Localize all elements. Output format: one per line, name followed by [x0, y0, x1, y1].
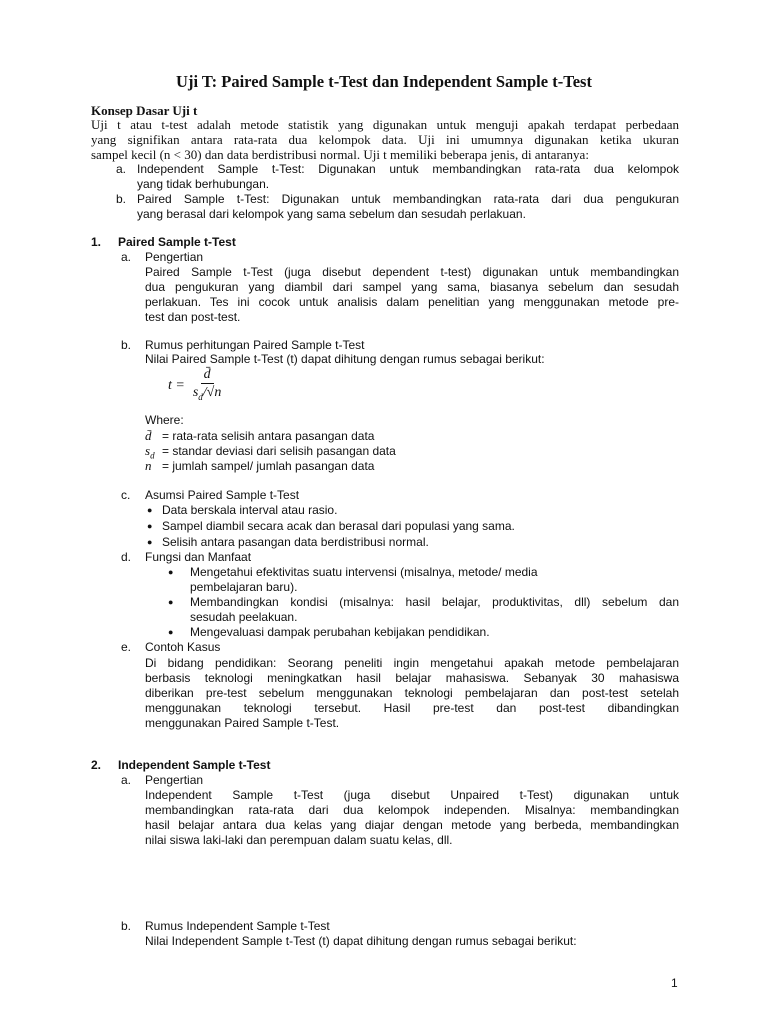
type-a-line-2: yang tidak berhubungan.: [137, 177, 270, 191]
s2a-line-2: membandingkan rata-rata dari dua kelompok independen. Misalnya: membandingkan: [145, 803, 679, 817]
formula-lhs: t =: [168, 377, 185, 393]
where-def-1: = rata-rata selisih antara pasangan data: [162, 429, 375, 443]
s1a-line-1: Paired Sample t-Test (juga disebut dependent t-test) digunakan untuk membandingkan: [145, 265, 679, 279]
konsep-line-1: Uji t atau t-test adalah metode statistik yang digunakan untuk menguji apakah terdapat perbedaan: [91, 117, 679, 132]
konsep-line-2: yang signifikan antara rata-rata dua kelompok data. Uji ini umumnya digunakan ketika ukuran: [91, 132, 679, 147]
formula-den-rest: /√n: [202, 385, 222, 400]
formula-denominator: [190, 384, 225, 405]
s1a-line-2: dua pengukuran yang diambil dari sampel yang sama, biasanya sebelum dan sesudah: [145, 280, 679, 294]
s1e-line-2: berbasis teknologi meningkatkan hasil belajar mahasiswa. Sebanyak 30 mahasiswa: [145, 671, 679, 685]
s1c-bullet-2: ●: [147, 521, 153, 531]
konsep-line-3: sampel kecil (n < 30) dan data berdistribusi normal. Uji t memiliki beberapa jenis, di antaranya:: [91, 147, 589, 162]
s1c-item-1: Data berskala interval atau rasio.: [162, 503, 338, 517]
s1e-line-1: Di bidang pendidikan: Seorang peneliti ingin mengetahui apakah metode pembelajaran: [145, 656, 679, 670]
where-sd-s: s: [145, 443, 151, 458]
s1b-marker: b.: [121, 338, 132, 352]
s1c-item-3: Selisih antara pasangan data berdistribusi normal.: [162, 535, 429, 549]
s1d-item-2-line-2: sesudah peelakuan.: [190, 610, 298, 624]
type-b-line-2: yang berasal dari kelompok yang sama sebelum dan sesudah perlakuan.: [137, 207, 526, 221]
where-symbol-n: n: [145, 458, 152, 473]
page-number: 1: [671, 976, 678, 990]
s1c-bullet-3: ●: [147, 537, 153, 547]
where-def-2: = standar deviasi dari selisih pasangan data: [162, 444, 396, 458]
where-label: Where:: [145, 413, 184, 427]
s2b-label: Rumus Independent Sample t-Test: [145, 919, 330, 933]
page-title: Uji T: Paired Sample t-Test dan Independent Sample t-Test: [176, 72, 592, 91]
s1b-intro: Nilai Paired Sample t-Test (t) dapat dihitung dengan rumus sebagai berikut:: [145, 352, 545, 366]
s1d-item-3-line-1: Mengevaluasi dampak perubahan kebijakan pendidikan.: [190, 625, 490, 639]
formula-numerator: d̄: [201, 367, 214, 384]
s1b-label: Rumus perhitungan Paired Sample t-Test: [145, 338, 365, 352]
s1c-label: Asumsi Paired Sample t-Test: [145, 488, 300, 502]
section-2-heading: Independent Sample t-Test: [118, 758, 271, 772]
s2a-marker: a.: [121, 773, 132, 787]
s1a-label: Pengertian: [145, 250, 204, 264]
s1d-item-1-line-1: Mengetahui efektivitas suatu intervensi (misalnya, metode/ media: [190, 565, 538, 579]
type-a-marker: a.: [116, 162, 127, 176]
s1e-line-5: menggunakan Paired Sample t-Test.: [145, 716, 340, 730]
where-symbol-dbar: d̄: [145, 428, 152, 443]
formula-den-s: s: [192, 385, 199, 400]
paired-t-formula: [168, 367, 224, 405]
s1e-marker: e.: [121, 640, 132, 654]
s2b-marker: b.: [121, 919, 132, 933]
s2a-label: Pengertian: [145, 773, 204, 787]
s2a-line-4: nilai siswa laki-laki dan perempuan dalam suatu kelas, dll.: [145, 833, 453, 847]
s1d-bullet-2: ●: [168, 597, 174, 607]
section-2-number: 2.: [91, 758, 102, 772]
where-sd-sub: d: [150, 450, 155, 461]
s2b-intro: Nilai Independent Sample t-Test (t) dapat dihitung dengan rumus sebagai berikut:: [145, 934, 577, 948]
section-1-heading: Paired Sample t-Test: [118, 235, 236, 249]
section-1-number: 1.: [91, 235, 102, 249]
s1a-line-4: test dan post-test.: [145, 310, 241, 324]
s1c-bullet-1: ●: [147, 505, 153, 515]
s1d-item-1-line-2: pembelajaran baru).: [190, 580, 298, 594]
where-def-3: = jumlah sampel/ jumlah pasangan data: [162, 459, 375, 473]
s1d-marker: d.: [121, 550, 132, 564]
s2a-line-1: Independent Sample t-Test (juga disebut Unpaired t-Test) digunakan untuk: [145, 788, 679, 802]
type-b-marker: b.: [116, 192, 127, 206]
s1d-item-2-line-1: Membandingkan kondisi (misalnya: hasil belajar, produktivitas, dll) sebelum dan: [190, 595, 679, 609]
s1d-bullet-1: ●: [168, 567, 174, 577]
formula-den-sub: d: [198, 391, 203, 402]
s1d-bullet-3: ●: [168, 627, 174, 637]
type-b-line-1: Paired Sample t-Test: Digunakan untuk membandingkan rata-rata dari dua pengukuran: [137, 192, 679, 206]
s1a-line-3: perlakuan. Tes ini cocok untuk analisis dalam penelitian yang menggunakan metode pre-: [145, 295, 679, 309]
formula-fraction: [190, 367, 225, 405]
type-a-line-1: Independent Sample t-Test: Digunakan untuk membandingkan rata-rata dua kelompok: [137, 162, 679, 176]
s1e-line-3: diberikan pre-test sebelum menggunakan teknologi pembelajaran dan post-test setelah: [145, 686, 679, 700]
s1e-line-4: menggunakan teknologi tersebut. Hasil pre-test dan post-test dibandingkan: [145, 701, 679, 715]
konsep-heading: Konsep Dasar Uji t: [91, 103, 198, 118]
s1c-marker: c.: [121, 488, 131, 502]
s2a-line-3: hasil belajar antara dua kelas yang diajar dengan metode yang berbeda, membandingkan: [145, 818, 679, 832]
s1e-label: Contoh Kasus: [145, 640, 221, 654]
s1d-label: Fungsi dan Manfaat: [145, 550, 252, 564]
s1a-marker: a.: [121, 250, 132, 264]
s1c-item-2: Sampel diambil secara acak dan berasal dari populasi yang sama.: [162, 519, 515, 533]
